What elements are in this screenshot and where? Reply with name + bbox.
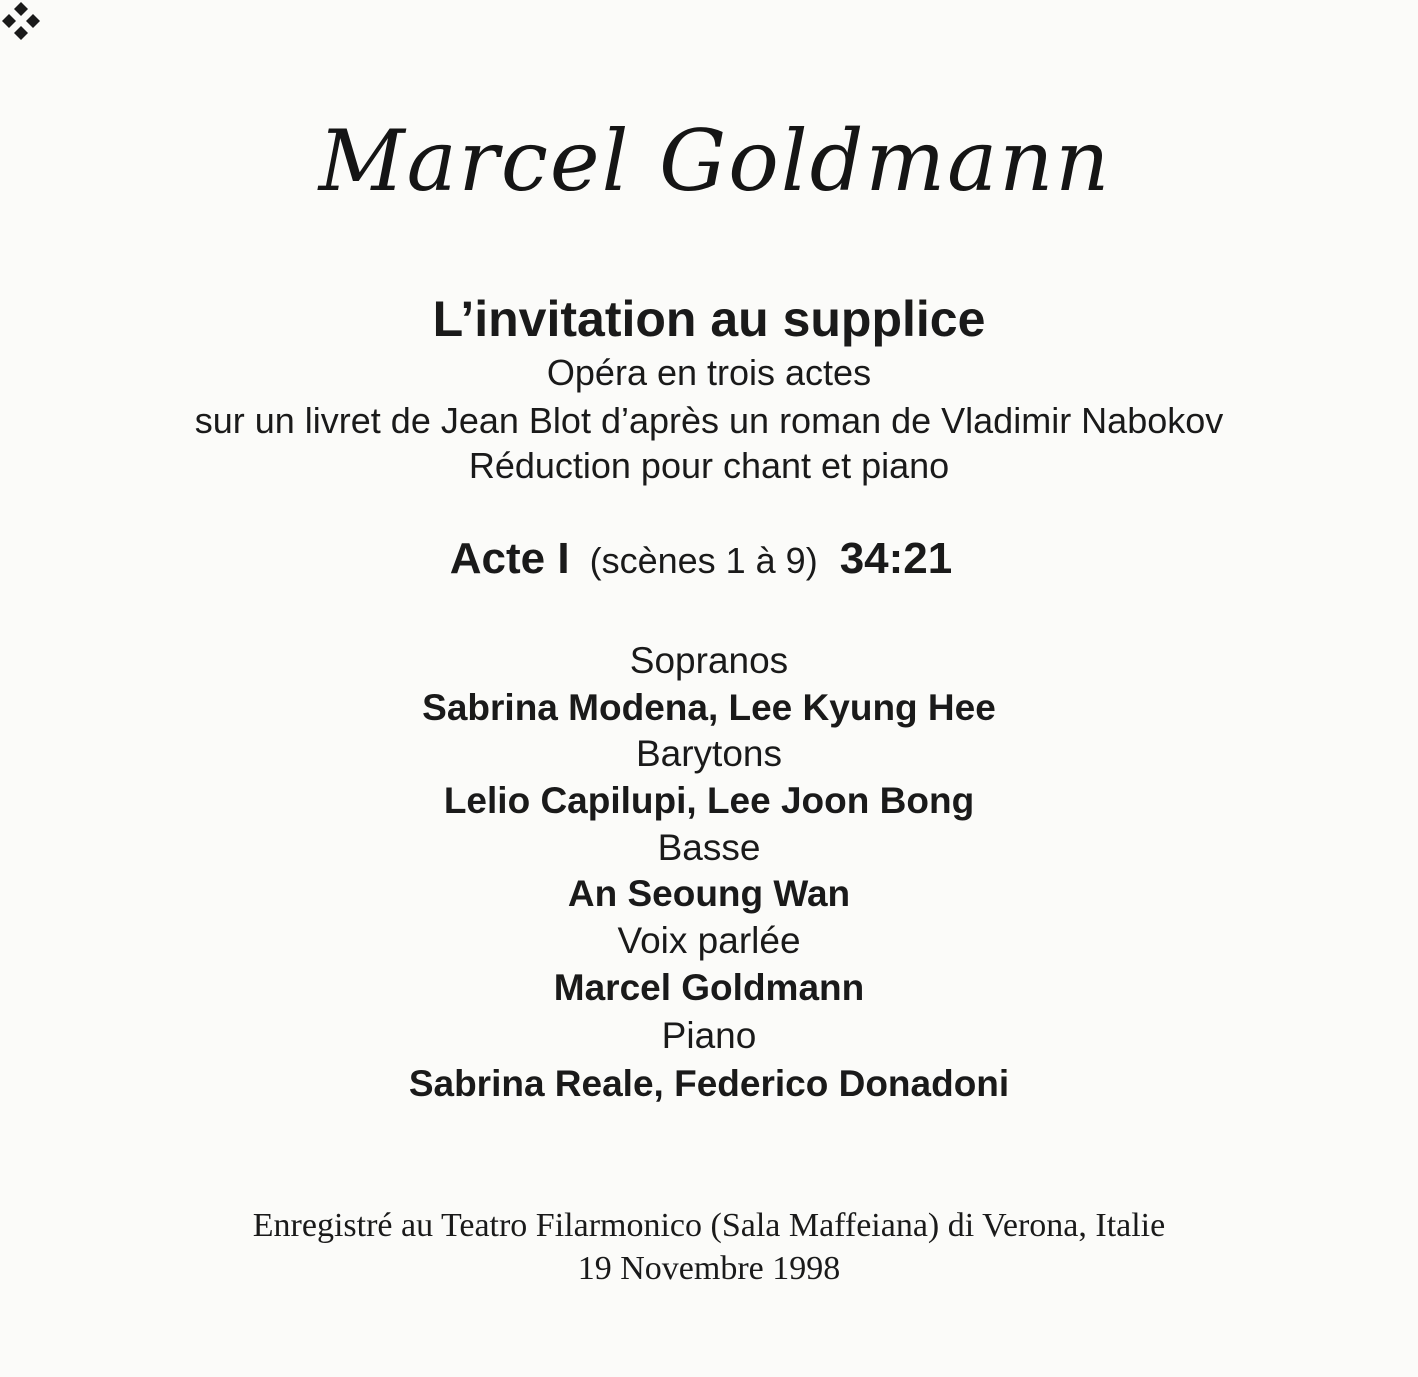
act-name: Acte I bbox=[449, 534, 570, 583]
work-subtitle-genre: Opéra en trois actes bbox=[546, 352, 872, 393]
cast-role-sopranos: Sopranos bbox=[629, 640, 789, 681]
cast-role-voix-parlee: Voix parlée bbox=[617, 920, 801, 961]
cast-names-piano: Sabrina Reale, Federico Donadoni bbox=[408, 1063, 1010, 1104]
recording-date: 19 Novembre 1998 bbox=[577, 1250, 841, 1287]
act-heading bbox=[0, 534, 1410, 584]
act-scenes: (scènes 1 à 9) bbox=[589, 540, 818, 581]
cast-names-voix-parlee: Marcel Goldmann bbox=[553, 967, 865, 1008]
cast-role-basse: Basse bbox=[657, 827, 761, 868]
work-subtitle-reduction: Réduction pour chant et piano bbox=[468, 445, 950, 486]
cast-role-barytons: Barytons bbox=[635, 733, 782, 774]
cast-names-basse: An Seoung Wan bbox=[567, 873, 851, 914]
composer-name: Marcel Goldmann bbox=[318, 112, 1112, 210]
cast-names-sopranos: Sabrina Modena, Lee Kyung Hee bbox=[422, 687, 996, 728]
four-diamond-ornament-icon bbox=[0, 0, 42, 42]
cast-role-piano: Piano bbox=[661, 1015, 757, 1056]
work-title: L’invitation au supplice bbox=[432, 291, 986, 347]
act-duration: 34:21 bbox=[839, 534, 953, 583]
cast-names-barytons: Lelio Capilupi, Lee Joon Bong bbox=[443, 780, 975, 821]
recording-venue: Enregistré au Teatro Filarmonico (Sala Maffeiana) di Verona, Italie bbox=[252, 1207, 1166, 1244]
work-subtitle-libretto: sur un livret de Jean Blot d’après un roman de Vladimir Nabokov bbox=[194, 400, 1224, 441]
